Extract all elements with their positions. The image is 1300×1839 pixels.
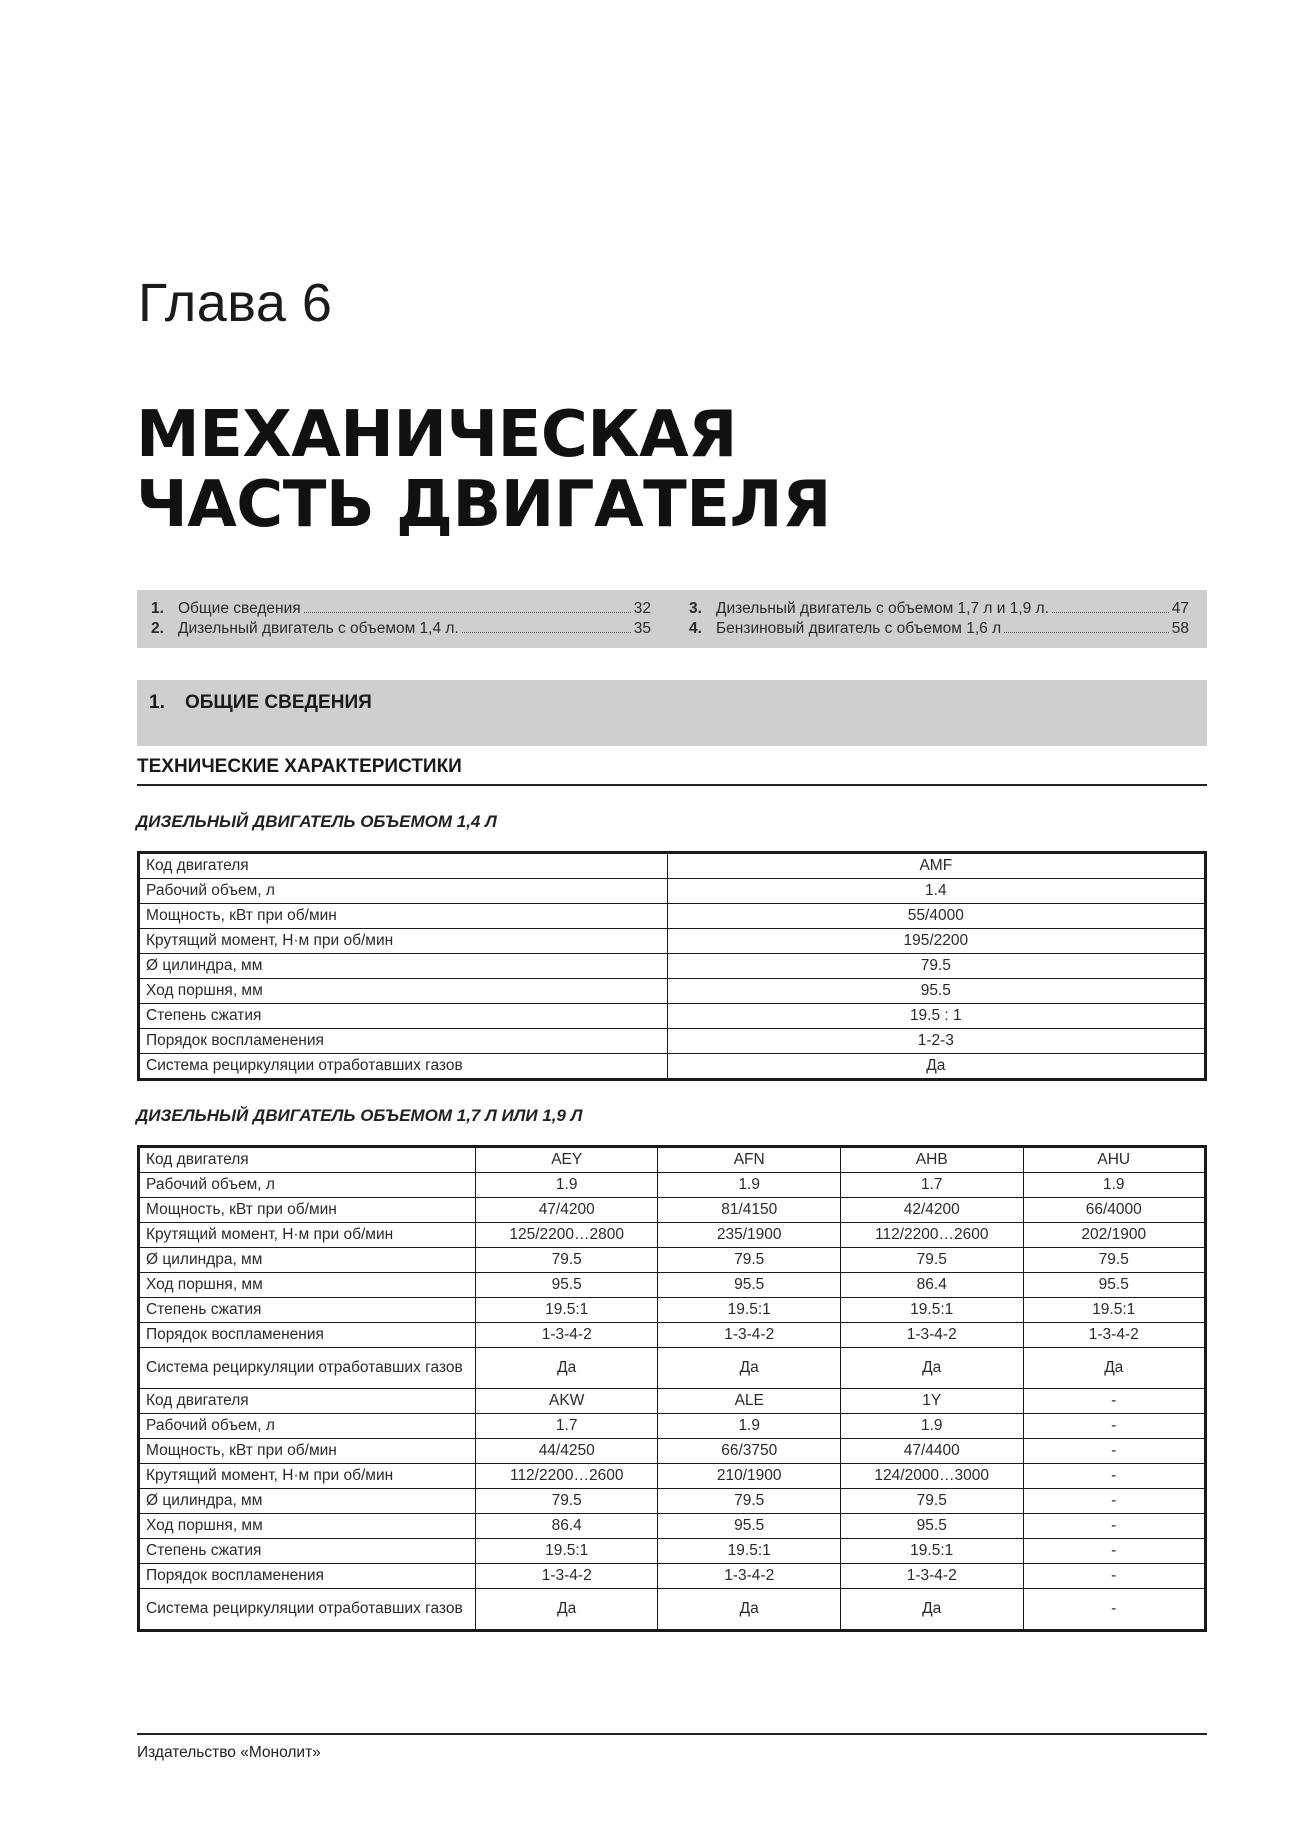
page-title bbox=[136, 400, 1206, 540]
spec-value: 19.5:1 bbox=[475, 1298, 658, 1323]
publisher-footer: Издательство «Монолит» bbox=[137, 1744, 321, 1761]
spec-value: 47/4400 bbox=[840, 1439, 1023, 1464]
toc-leader-dots bbox=[1052, 612, 1169, 613]
spec-value: 47/4200 bbox=[475, 1198, 658, 1223]
spec-value: - bbox=[1023, 1439, 1206, 1464]
spec-value: 1.9 bbox=[475, 1173, 658, 1198]
spec-value: Да bbox=[658, 1348, 840, 1389]
table-row bbox=[139, 1489, 1206, 1514]
spec-value: AEY bbox=[475, 1147, 658, 1173]
spec-value: 95.5 bbox=[658, 1273, 840, 1298]
spec-value: 19.5 : 1 bbox=[667, 1004, 1205, 1029]
spec-value: 125/2200…2800 bbox=[475, 1223, 658, 1248]
table-row bbox=[139, 853, 1206, 879]
spec-value: Да bbox=[1023, 1348, 1206, 1389]
section-title: ОБЩИЕ СВЕДЕНИЯ bbox=[185, 692, 372, 713]
table-row bbox=[139, 1514, 1206, 1539]
toc-item[interactable] bbox=[689, 620, 1189, 640]
title-line: МЕХАНИЧЕСКАЯ bbox=[136, 398, 737, 472]
spec-value: 1.9 bbox=[658, 1414, 840, 1439]
spec-value: 66/4000 bbox=[1023, 1198, 1206, 1223]
spec-value: 210/1900 bbox=[658, 1464, 840, 1489]
toc-leader-dots bbox=[1004, 632, 1169, 633]
spec-value: 19.5:1 bbox=[658, 1539, 840, 1564]
spec-label: Код двигателя bbox=[139, 1389, 476, 1414]
spec-label: Код двигателя bbox=[139, 853, 668, 879]
spec-value: Да bbox=[667, 1054, 1205, 1080]
spec-value: 79.5 bbox=[1023, 1248, 1206, 1273]
spec-value: 1-3-4-2 bbox=[658, 1323, 840, 1348]
table1-caption: ДИЗЕЛЬНЫЙ ДВИГАТЕЛЬ ОБЪЕМОМ 1,4 Л bbox=[136, 812, 497, 831]
spec-label: Порядок воспламенения bbox=[139, 1323, 476, 1348]
toc-item-number: 1. bbox=[151, 600, 164, 617]
toc-item-page: 35 bbox=[633, 620, 651, 637]
spec-label: Код двигателя bbox=[139, 1147, 476, 1173]
section-header bbox=[137, 680, 1207, 746]
spec-label: Система рециркуляции отработавших газов bbox=[139, 1054, 668, 1080]
table-row bbox=[139, 1223, 1206, 1248]
spec-label: Ø цилиндра, мм bbox=[139, 1248, 476, 1273]
spec-label: Рабочий объем, л bbox=[139, 879, 668, 904]
table-row bbox=[139, 879, 1206, 904]
spec-label: Крутящий момент, Н·м при об/мин bbox=[139, 929, 668, 954]
section-number: 1. bbox=[149, 692, 165, 713]
spec-value: 1-3-4-2 bbox=[840, 1323, 1023, 1348]
table-row bbox=[139, 1004, 1206, 1029]
table-row bbox=[139, 1173, 1206, 1198]
spec-value: 1.9 bbox=[840, 1414, 1023, 1439]
spec-value: Да bbox=[658, 1589, 840, 1631]
table-row bbox=[139, 1273, 1206, 1298]
toc-leader-dots bbox=[462, 632, 631, 633]
toc-item-number: 2. bbox=[151, 620, 164, 637]
spec-label: Ø цилиндра, мм bbox=[139, 954, 668, 979]
spec-value: 1.7 bbox=[475, 1414, 658, 1439]
subsection-heading: ТЕХНИЧЕСКИЕ ХАРАКТЕРИСТИКИ bbox=[137, 756, 1207, 786]
spec-label: Мощность, кВт при об/мин bbox=[139, 904, 668, 929]
toc-item[interactable] bbox=[151, 600, 651, 620]
spec-label: Ход поршня, мм bbox=[139, 1514, 476, 1539]
spec-value: 79.5 bbox=[840, 1248, 1023, 1273]
table-of-contents bbox=[137, 590, 1207, 648]
toc-item-number: 3. bbox=[689, 600, 702, 617]
spec-value: 1-3-4-2 bbox=[1023, 1323, 1206, 1348]
spec-value: - bbox=[1023, 1589, 1206, 1631]
spec-value: AHB bbox=[840, 1147, 1023, 1173]
spec-value: - bbox=[1023, 1514, 1206, 1539]
spec-label: Ход поршня, мм bbox=[139, 979, 668, 1004]
table-row bbox=[139, 1323, 1206, 1348]
table-row bbox=[139, 1348, 1206, 1389]
spec-label: Крутящий момент, Н·м при об/мин bbox=[139, 1223, 476, 1248]
spec-value: 86.4 bbox=[475, 1514, 658, 1539]
table-row bbox=[139, 1589, 1206, 1631]
spec-value: AKW bbox=[475, 1389, 658, 1414]
toc-leader-dots bbox=[304, 612, 631, 613]
toc-item-text: Дизельный двигатель с объемом 1,7 л и 1,9 л. bbox=[716, 600, 1049, 617]
table-row bbox=[139, 1539, 1206, 1564]
table-row bbox=[139, 1414, 1206, 1439]
spec-value: 81/4150 bbox=[658, 1198, 840, 1223]
spec-value: - bbox=[1023, 1539, 1206, 1564]
spec-value: 95.5 bbox=[840, 1514, 1023, 1539]
spec-value: Да bbox=[475, 1348, 658, 1389]
table-row bbox=[139, 1564, 1206, 1589]
table-row bbox=[139, 1147, 1206, 1173]
spec-label: Порядок воспламенения bbox=[139, 1564, 476, 1589]
chapter-heading: Глава 6 bbox=[138, 273, 333, 333]
spec-value: 79.5 bbox=[667, 954, 1205, 979]
spec-value: 19.5:1 bbox=[1023, 1298, 1206, 1323]
toc-item-text: Бензиновый двигатель с объемом 1,6 л bbox=[716, 620, 1002, 637]
spec-label: Мощность, кВт при об/мин bbox=[139, 1198, 476, 1223]
footer-divider bbox=[137, 1733, 1207, 1735]
spec-value: 86.4 bbox=[840, 1273, 1023, 1298]
toc-item-number: 4. bbox=[689, 620, 702, 637]
spec-value: 124/2000…3000 bbox=[840, 1464, 1023, 1489]
spec-value: 79.5 bbox=[840, 1489, 1023, 1514]
table-row bbox=[139, 1198, 1206, 1223]
table-row bbox=[139, 1439, 1206, 1464]
table-row bbox=[139, 929, 1206, 954]
spec-value: - bbox=[1023, 1489, 1206, 1514]
spec-value: 1-3-4-2 bbox=[658, 1564, 840, 1589]
title-line: ЧАСТЬ ДВИГАТЕЛЯ bbox=[136, 468, 831, 542]
spec-value: 19.5:1 bbox=[475, 1539, 658, 1564]
spec-value: 79.5 bbox=[658, 1248, 840, 1273]
toc-item-text: Общие сведения bbox=[178, 600, 301, 617]
spec-label: Мощность, кВт при об/мин bbox=[139, 1439, 476, 1464]
toc-item-page: 32 bbox=[633, 600, 651, 617]
spec-value: 202/1900 bbox=[1023, 1223, 1206, 1248]
spec-value: 19.5:1 bbox=[658, 1298, 840, 1323]
spec-label: Степень сжатия bbox=[139, 1539, 476, 1564]
spec-value: 95.5 bbox=[1023, 1273, 1206, 1298]
spec-value: 1-3-4-2 bbox=[475, 1564, 658, 1589]
spec-label: Крутящий момент, Н·м при об/мин bbox=[139, 1464, 476, 1489]
spec-label: Рабочий объем, л bbox=[139, 1173, 476, 1198]
table-row bbox=[139, 1389, 1206, 1414]
spec-value: 42/4200 bbox=[840, 1198, 1023, 1223]
engine-spec-table-1-4 bbox=[137, 851, 1207, 1081]
spec-value: 95.5 bbox=[667, 979, 1205, 1004]
spec-value: 1-2-3 bbox=[667, 1029, 1205, 1054]
spec-value: AFN bbox=[658, 1147, 840, 1173]
spec-value: 79.5 bbox=[475, 1489, 658, 1514]
spec-value: 79.5 bbox=[658, 1489, 840, 1514]
spec-value: ALE bbox=[658, 1389, 840, 1414]
spec-label: Рабочий объем, л bbox=[139, 1414, 476, 1439]
spec-value: 1Y bbox=[840, 1389, 1023, 1414]
spec-value: 79.5 bbox=[475, 1248, 658, 1273]
table-row bbox=[139, 904, 1206, 929]
spec-label: Система рециркуляции отработавших газов bbox=[139, 1589, 476, 1631]
spec-label: Ø цилиндра, мм bbox=[139, 1489, 476, 1514]
toc-column-left bbox=[151, 600, 651, 640]
spec-value: 112/2200…2600 bbox=[840, 1223, 1023, 1248]
spec-value: 95.5 bbox=[475, 1273, 658, 1298]
table-row bbox=[139, 954, 1206, 979]
table-row bbox=[139, 1464, 1206, 1489]
spec-value: 195/2200 bbox=[667, 929, 1205, 954]
toc-item-text: Дизельный двигатель с объемом 1,4 л. bbox=[178, 620, 459, 637]
spec-label: Ход поршня, мм bbox=[139, 1273, 476, 1298]
table-row bbox=[139, 979, 1206, 1004]
engine-spec-table-1-7-1-9 bbox=[137, 1145, 1207, 1632]
spec-value: AHU bbox=[1023, 1147, 1206, 1173]
table-row bbox=[139, 1029, 1206, 1054]
spec-value: Да bbox=[840, 1348, 1023, 1389]
spec-value: 19.5:1 bbox=[840, 1539, 1023, 1564]
table-row bbox=[139, 1054, 1206, 1080]
table2-caption: ДИЗЕЛЬНЫЙ ДВИГАТЕЛЬ ОБЪЕМОМ 1,7 Л ИЛИ 1,9 Л bbox=[136, 1106, 583, 1125]
table-row bbox=[139, 1248, 1206, 1273]
spec-value: 95.5 bbox=[658, 1514, 840, 1539]
spec-value: AMF bbox=[667, 853, 1205, 879]
toc-item-page: 47 bbox=[1171, 600, 1189, 617]
spec-value: 1-3-4-2 bbox=[475, 1323, 658, 1348]
toc-item[interactable] bbox=[689, 600, 1189, 620]
spec-value: 44/4250 bbox=[475, 1439, 658, 1464]
toc-column-right bbox=[689, 600, 1189, 640]
spec-value: 19.5:1 bbox=[840, 1298, 1023, 1323]
spec-value: Да bbox=[840, 1589, 1023, 1631]
spec-label: Степень сжатия bbox=[139, 1004, 668, 1029]
table-row bbox=[139, 1298, 1206, 1323]
spec-value: 55/4000 bbox=[667, 904, 1205, 929]
spec-value: 235/1900 bbox=[658, 1223, 840, 1248]
spec-value: 112/2200…2600 bbox=[475, 1464, 658, 1489]
spec-label: Система рециркуляции отработавших газов bbox=[139, 1348, 476, 1389]
spec-value: 1.9 bbox=[1023, 1173, 1206, 1198]
spec-value: Да bbox=[475, 1589, 658, 1631]
spec-value: 1.9 bbox=[658, 1173, 840, 1198]
spec-value: 66/3750 bbox=[658, 1439, 840, 1464]
spec-value: - bbox=[1023, 1564, 1206, 1589]
spec-value: 1.7 bbox=[840, 1173, 1023, 1198]
spec-label: Порядок воспламенения bbox=[139, 1029, 668, 1054]
toc-item-page: 58 bbox=[1171, 620, 1189, 637]
spec-value: 1-3-4-2 bbox=[840, 1564, 1023, 1589]
spec-value: 1.4 bbox=[667, 879, 1205, 904]
spec-value: - bbox=[1023, 1464, 1206, 1489]
spec-label: Степень сжатия bbox=[139, 1298, 476, 1323]
spec-value: - bbox=[1023, 1414, 1206, 1439]
spec-value: - bbox=[1023, 1389, 1206, 1414]
toc-item[interactable] bbox=[151, 620, 651, 640]
